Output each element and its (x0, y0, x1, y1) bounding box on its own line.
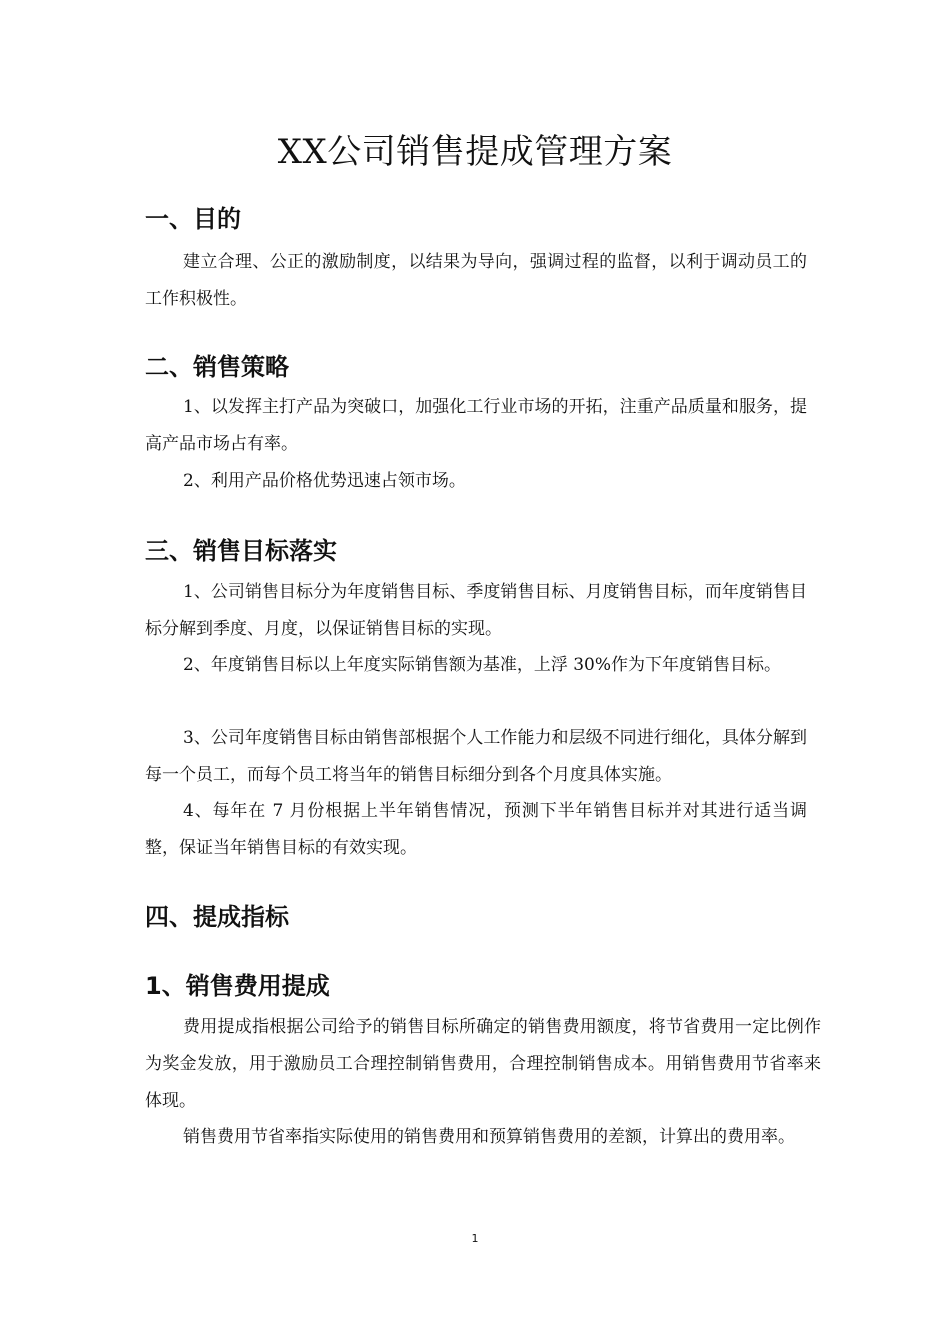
paragraph-targets-2: 2、年度销售目标以上年度实际销售额为基准，上浮 30%作为下年度销售目标。 (183, 655, 782, 675)
section-heading-targets: 三、销售目标落实 (145, 537, 337, 565)
paragraph-targets-4: 4、每年在 7 月份根据上半年销售情况，预测下半年销售目标并对其进行适当调整，保证当年销售目标的有效实现。 (145, 801, 807, 858)
paragraph-strategy-1: 1、以发挥主打产品为突破口，加强化工行业市场的开拓，注重产品质量和服务，提高产品市场占有率。 (145, 397, 807, 454)
section-heading-strategy: 二、销售策略 (145, 353, 289, 381)
page-number: 1 (471, 1232, 479, 1245)
paragraph-strategy-2: 2、利用产品价格优势迅速占领市场。 (183, 471, 466, 491)
paragraph-purpose: 建立合理、公正的激励制度，以结果为导向，强调过程的监督，以利于调动员工的工作积极性。 (145, 252, 807, 309)
section-heading-purpose: 一、目的 (145, 205, 241, 233)
subsection-heading-sales-expense: 1、销售费用提成 (145, 972, 330, 1000)
section-heading-commission: 四、提成指标 (145, 903, 289, 931)
paragraph-sales-expense-1: 费用提成指根据公司给予的销售目标所确定的销售费用额度，将节省费用一定比例作为奖金发放，用于激励员工合理控制销售费用，合理控制销售成本。用销售费用节省率来体现。 (145, 1017, 821, 1111)
document-title: XX公司销售提成管理方案 (277, 132, 673, 172)
paragraph-sales-expense-2: 销售费用节省率指实际使用的销售费用和预算销售费用的差额，计算出的费用率。 (183, 1127, 795, 1147)
paragraph-targets-1: 1、公司销售目标分为年度销售目标、季度销售目标、月度销售目标，而年度销售目标分解到季度、月度，以保证销售目标的实现。 (145, 582, 807, 639)
paragraph-targets-3: 3、公司年度销售目标由销售部根据个人工作能力和层级不同进行细化，具体分解到每一个员工，而每个员工将当年的销售目标细分到各个月度具体实施。 (145, 728, 807, 785)
